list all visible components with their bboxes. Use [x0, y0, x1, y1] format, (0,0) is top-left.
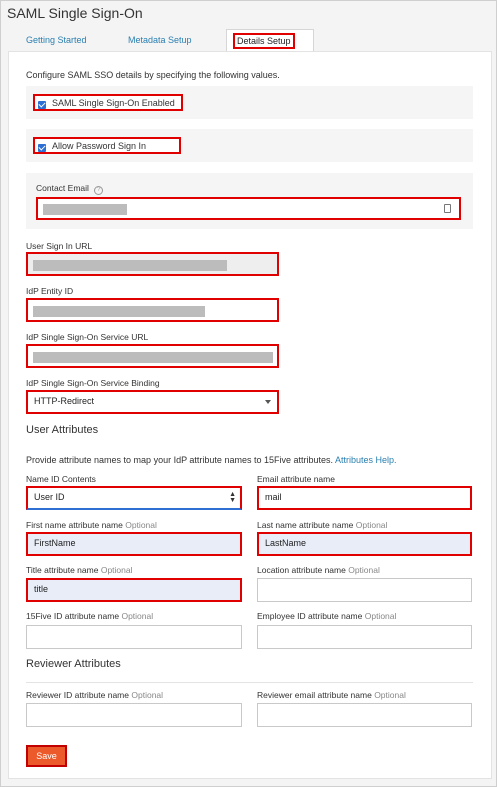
saml-enabled-label: SAML Single Sign-On Enabled [52, 98, 175, 108]
email-attr-input[interactable] [257, 486, 472, 510]
reviewer-email-input[interactable] [257, 703, 472, 727]
optional-tag: Optional [121, 611, 154, 621]
last-name-input[interactable] [257, 532, 472, 556]
optional-tag: Optional [131, 690, 164, 700]
fifteen-five-id-label [26, 611, 153, 621]
allow-password-checkbox[interactable] [38, 144, 46, 152]
last-name-label [257, 520, 387, 530]
first-name-input[interactable] [26, 532, 242, 556]
user-attributes-description [26, 455, 397, 465]
location-attr-label-text: Location attribute name [257, 565, 346, 575]
title-attr-label [26, 565, 133, 575]
contact-email-input[interactable] [36, 197, 461, 220]
title-attr-label-text: Title attribute name [26, 565, 99, 575]
reviewer-email-label [257, 690, 406, 700]
tab-details-setup[interactable] [226, 29, 314, 51]
user-sign-in-url-field [26, 252, 279, 276]
description-text: Provide attribute names to map your IdP attribute names to 15Five attributes. [26, 455, 333, 465]
redacted-email [43, 204, 127, 215]
optional-tag: Optional [100, 565, 133, 575]
allow-password-label: Allow Password Sign In [52, 141, 147, 151]
section-divider [26, 682, 473, 683]
reviewer-attributes-heading: Reviewer Attributes [26, 658, 121, 670]
employee-id-label-text: Employee ID attribute name [257, 611, 363, 621]
name-id-label: Name ID Contents [26, 474, 96, 484]
redacted-sso-url [33, 352, 273, 363]
saml-enabled-checkbox[interactable] [38, 101, 46, 109]
idp-binding-label: IdP Single Sign-On Service Binding [26, 378, 160, 388]
idp-sso-url-input[interactable] [26, 344, 279, 368]
idp-binding-value: HTTP-Redirect [34, 396, 95, 406]
redacted-url [33, 260, 227, 271]
intro-text: Configure SAML SSO details by specifying the following values. [26, 70, 280, 80]
title-attr-input[interactable] [26, 578, 242, 602]
question-circle-icon[interactable]: ? [94, 186, 103, 195]
name-id-select[interactable] [26, 486, 242, 510]
optional-tag: Optional [355, 520, 388, 530]
reviewer-id-input[interactable] [26, 703, 242, 727]
reviewer-id-label-text: Reviewer ID attribute name [26, 690, 129, 700]
allow-password-row[interactable] [33, 137, 181, 154]
fifteen-five-id-label-text: 15Five ID attribute name [26, 611, 120, 621]
first-name-value: FirstName [34, 538, 76, 548]
optional-tag: Optional [348, 565, 380, 575]
optional-tag: Optional [364, 611, 397, 621]
saml-enabled-group [26, 86, 473, 119]
name-id-value: User ID [34, 492, 65, 502]
idp-sso-url-label: IdP Single Sign-On Service URL [26, 332, 149, 342]
idp-entity-id-label: IdP Entity ID [26, 286, 74, 296]
email-attr-value: mail [265, 492, 282, 502]
idp-entity-id-input[interactable] [26, 298, 279, 322]
first-name-label-text: First name attribute name [26, 520, 123, 530]
email-attr-label: Email attribute name [257, 474, 335, 484]
tab-label: Metadata Setup [128, 35, 192, 45]
employee-id-input[interactable] [257, 625, 472, 649]
allow-password-group [26, 129, 473, 162]
tab-label: Details Setup [233, 33, 295, 49]
chevron-down-icon [265, 400, 271, 404]
tab-getting-started[interactable] [20, 29, 93, 51]
location-attr-input[interactable] [257, 578, 472, 602]
contact-email-label-text: Contact Email [36, 183, 89, 193]
contact-email-group [26, 173, 473, 229]
stepper-arrows-icon: ▲ ▼ [229, 491, 236, 504]
last-name-label-text: Last name attribute name [257, 520, 354, 530]
contact-email-label [36, 183, 103, 195]
tab-metadata-setup[interactable] [122, 29, 198, 51]
title-attr-value: title [34, 584, 49, 594]
saml-enabled-row[interactable] [33, 94, 183, 111]
attributes-help-link[interactable]: Attributes Help. [335, 455, 397, 465]
last-name-value: LastName [265, 538, 307, 548]
user-sign-in-url-label: User Sign In URL [26, 241, 93, 251]
fifteen-five-id-input[interactable] [26, 625, 242, 649]
contact-card-icon [444, 204, 451, 213]
reviewer-email-label-text: Reviewer email attribute name [257, 690, 372, 700]
location-attr-label [257, 565, 380, 575]
page-title: SAML Single Sign-On [7, 5, 143, 21]
first-name-label [26, 520, 157, 530]
user-attributes-heading: User Attributes [26, 424, 99, 436]
reviewer-id-label [26, 690, 163, 700]
redacted-entity-id [33, 306, 205, 317]
tab-label: Getting Started [26, 35, 87, 45]
optional-tag: Optional [125, 520, 157, 530]
save-button[interactable]: Save [26, 745, 67, 767]
optional-tag: Optional [374, 690, 406, 700]
tab-bar [8, 29, 492, 51]
idp-binding-select[interactable] [26, 390, 279, 414]
details-setup-panel [8, 51, 492, 779]
employee-id-label [257, 611, 396, 621]
